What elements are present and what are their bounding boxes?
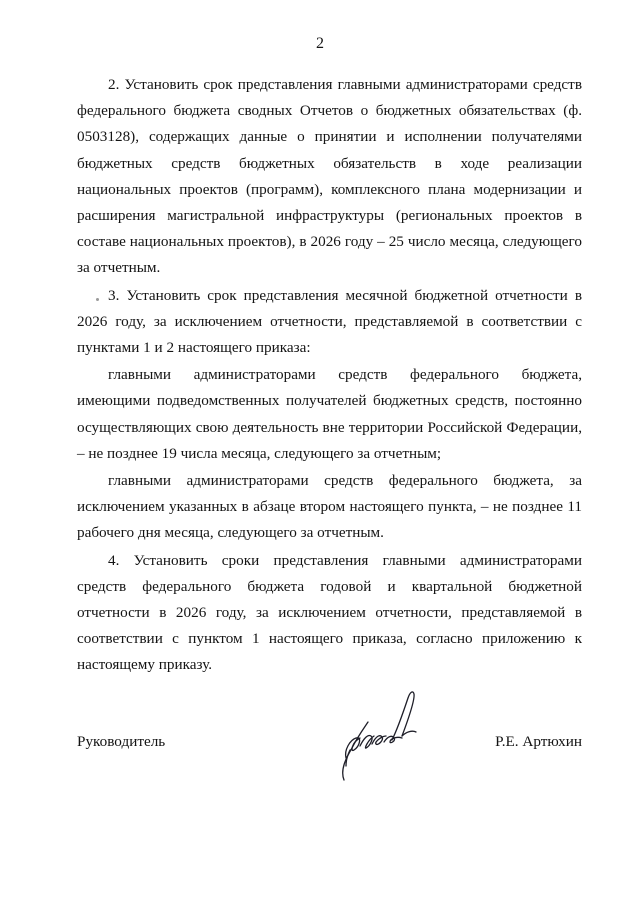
signatory-title: Руководитель: [77, 733, 166, 750]
paragraph-item-4: 4. Установить сроки представления главными администраторами средств федерального бюджета годовой и квартальной бюджетной отчетности в 2026 году, за исключением отчетности, представляемой в соответствии с пунктом 1 настоящего приказа, согласно приложению к настоящему приказу.: [77, 551, 582, 674]
paragraph-item-3-subitem-1: главными администраторами средств федерального бюджета, имеющими подведомственных получателей бюджетных средств, постоянно осуществляющих свою деятельность вне территории Российской Федерации, – не позднее 19 числа месяца, следующего за отчетным;: [77, 366, 582, 462]
document-body: [77, 72, 582, 679]
paragraph-item-2: 2. Установить срок представления главными администраторами средств федерального бюджета сводных Отчетов о бюджетных обязательствах (ф. 0503128), содержащих данные о принятии и исполнении получателями бюджетных средств бюджетных обязательств в ходе реализации национальных проектов (программ), комплексного плана модернизации и расширения магистральной инфраструктуры (региональных проектов в составе национальных проектов), в 2026 году – 25 число месяца, следующего за отчетным.: [77, 76, 582, 277]
signatory-name: Р.Е. Артюхин: [495, 733, 582, 750]
paragraph-item-3: 3. Установить срок представления месячной бюджетной отчетности в 2026 году, за исключением отчетности, представляемой в соответствии с пунктами 1 и 2 настоящего приказа:: [77, 286, 582, 357]
scan-speck: [96, 298, 99, 301]
handwritten-signature: [316, 680, 426, 790]
page-number: 2: [316, 35, 324, 52]
paragraph-item-3-subitem-2: главными администраторами средств федерального бюджета, за исключением указанных в абзаце втором настоящего пункта, – не позднее 11 рабочего дня месяца, следующего за отчетным.: [77, 472, 582, 542]
